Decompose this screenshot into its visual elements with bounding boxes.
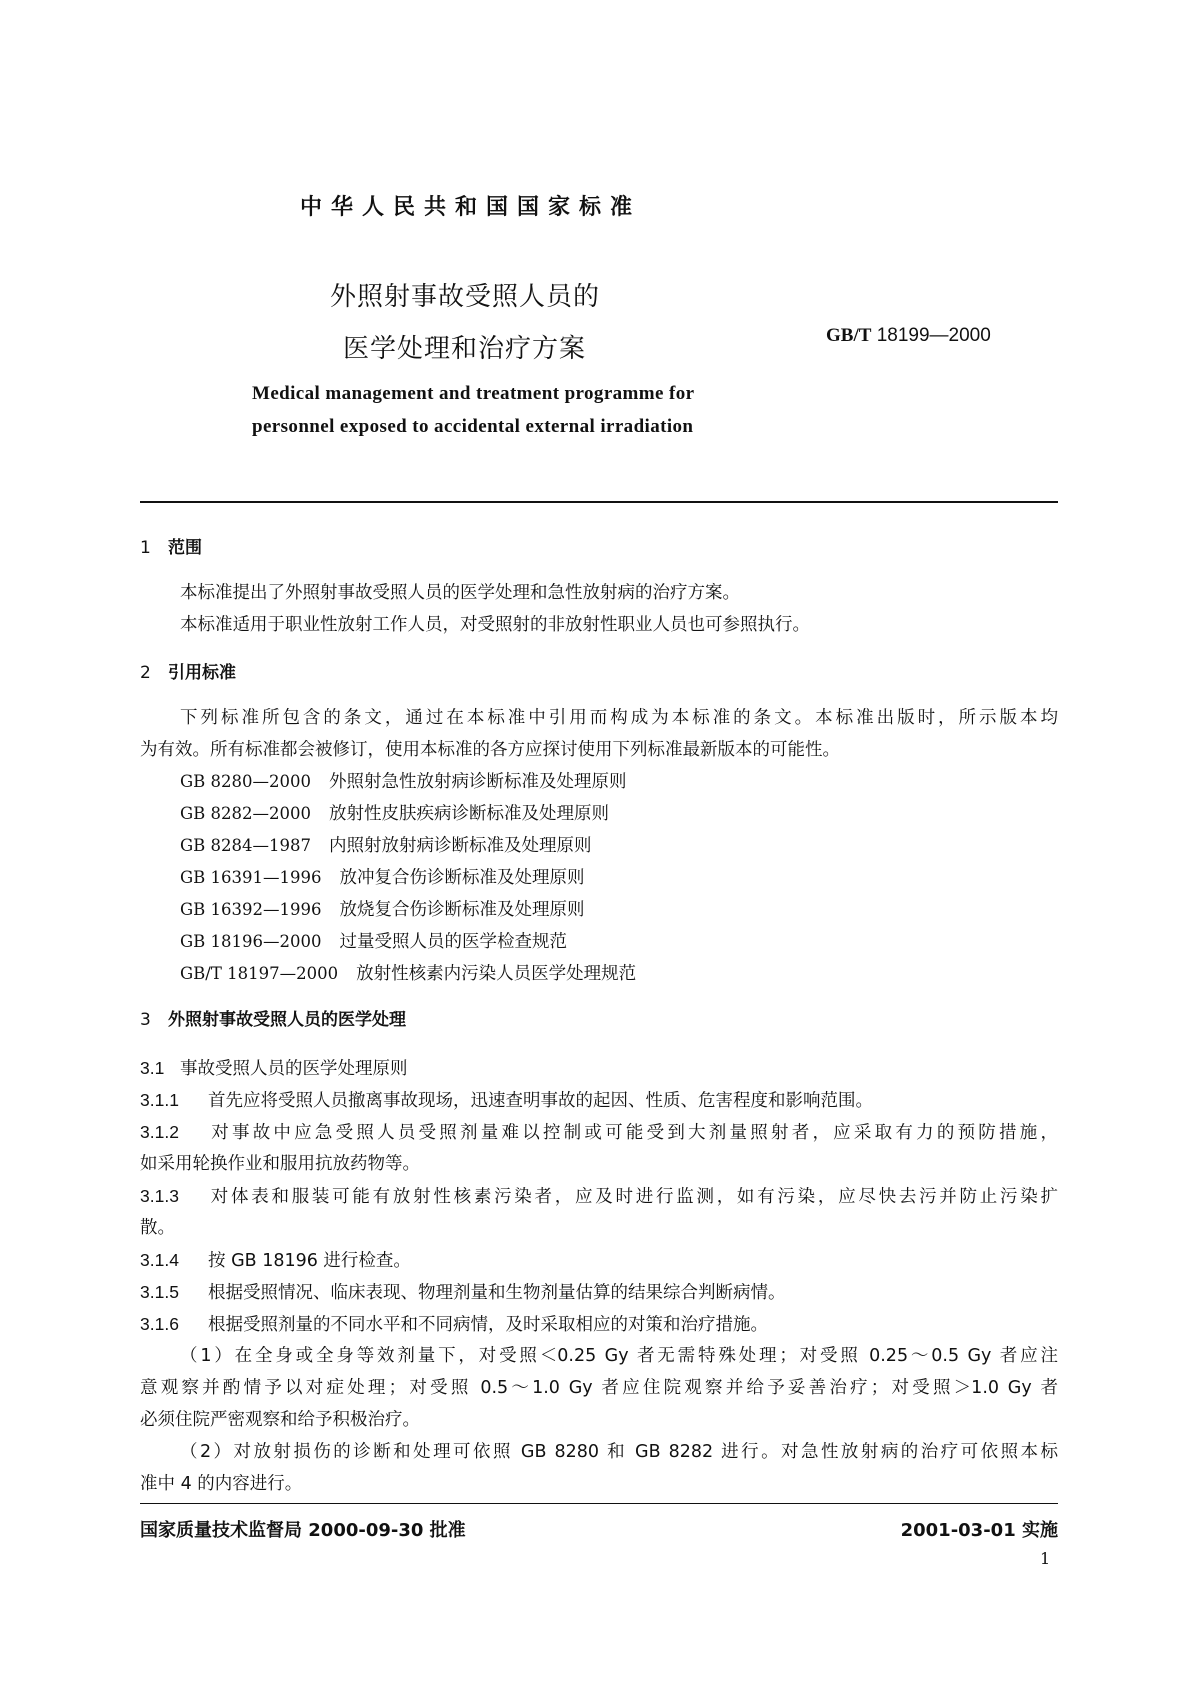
section-number: 3 (140, 1010, 151, 1030)
title-line-2: 医学处理和治疗方案 (343, 334, 587, 364)
reference-code: GB/T 18197—2000 (180, 964, 339, 983)
subsection-title: 事故受照人员的医学处理原则 (180, 1059, 408, 1079)
clause-line (140, 1244, 1058, 1276)
paragraph-line: 本标准提出了外照射事故受照人员的医学处理和急性放射病的治疗方案。 (180, 583, 740, 603)
reference-title: 内照射放射病诊断标准及处理原则 (329, 836, 592, 856)
reference-title: 过量受照人员的医学检查规范 (339, 932, 568, 952)
clause-number: 3.1.6 (140, 1314, 179, 1334)
clause-text: 根据受照情况、临床表现、物理剂量和生物剂量估算的结果综合判断病情。 (208, 1283, 786, 1303)
clause-number: 3.1.1 (140, 1090, 179, 1110)
clause-text: 根据受照剂量的不同水平和不同病情，及时采取相应的对策和治疗措施。 (208, 1315, 768, 1335)
approval-info: 国家质量技术监督局 2000-09-30 批准 (140, 1520, 466, 1541)
reference-item (140, 766, 1058, 798)
section-2-heading (140, 657, 1058, 689)
reference-item (140, 830, 1058, 862)
code-prefix: GB/T (826, 325, 872, 346)
clause-text: 首先应将受照人员撤离事故现场，迅速查明事故的起因、性质、危害程度和影响范围。 (208, 1091, 873, 1111)
section-3-heading (140, 1004, 1058, 1036)
code-number: 18199—2000 (876, 325, 991, 346)
clause-line (140, 1084, 1058, 1116)
reference-code: GB 8284—1987 (180, 836, 312, 855)
clause-text: 如采用轮换作业和服用抗放药物等。 (140, 1154, 420, 1174)
clause-text: 按 GB 18196 进行检查。 (208, 1251, 411, 1271)
clause-line (140, 1148, 1058, 1180)
clause-number: 3.1.2 (140, 1122, 179, 1142)
clause-number: 3.1.5 (140, 1282, 179, 1302)
title-line-1: 外照射事故受照人员的 (330, 282, 601, 312)
english-title-line-2: personnel exposed to accidental external irradiation (252, 416, 694, 437)
clause-line (140, 1276, 1058, 1308)
reference-title: 放烧复合伤诊断标准及处理原则 (339, 900, 585, 920)
reference-item (140, 798, 1058, 830)
paragraph-line: （2）对放射损伤的诊断和处理可依照 GB 8280 和 GB 8282 进行。对急性放射病的治疗可依照本标 (180, 1442, 1058, 1462)
standard-code (826, 325, 991, 347)
country-standard-heading: 中华人民共和国国家标准 (300, 195, 642, 220)
clause-line (140, 1212, 1058, 1244)
reference-code: GB 18196—2000 (180, 932, 322, 951)
section-1-heading (140, 532, 1058, 564)
reference-code: GB 16392—1996 (180, 900, 322, 919)
header-rule (140, 501, 1058, 503)
paragraph-line: 意观察并酌情予以对症处理；对受照 0.5～1.0 Gy 者应住院观察并给予妥善治疗；对受照＞1.0 Gy 者 (140, 1378, 1058, 1398)
paragraph-line: 下列标准所包含的条文，通过在本标准中引用而构成为本标准的条文。本标准出版时，所示版本均 (180, 708, 1058, 728)
reference-code: GB 16391—1996 (180, 868, 322, 887)
effective-date: 2001-03-01 实施 (900, 1520, 1058, 1541)
clause-number: 3.1.3 (140, 1186, 179, 1206)
clause-number: 3.1.4 (140, 1250, 179, 1270)
reference-title: 外照射急性放射病诊断标准及处理原则 (329, 772, 627, 792)
footer-rule (140, 1503, 1058, 1504)
paragraph-line: 本标准适用于职业性放射工作人员，对受照射的非放射性职业人员也可参照执行。 (180, 615, 810, 635)
reference-item (140, 894, 1058, 926)
paragraph-line: 为有效。所有标准都会被修订，使用本标准的各方应探讨使用下列标准最新版本的可能性。 (140, 740, 840, 760)
clause-text: 散。 (140, 1218, 175, 1238)
subsection-3-1-heading (140, 1052, 1058, 1084)
reference-code: GB 8280—2000 (180, 772, 312, 791)
section-title: 范围 (168, 538, 202, 558)
clause-text: 对体表和服装可能有放射性核素污染者，应及时进行监测，如有污染，应尽快去污并防止污染扩 (208, 1187, 1058, 1207)
clause-text: 对事故中应急受照人员受照剂量难以控制或可能受到大剂量照射者，应采取有力的预防措施， (208, 1123, 1058, 1143)
reference-title: 放射性核素内污染人员医学处理规范 (356, 964, 637, 984)
section-number: 2 (140, 663, 151, 683)
clause-line (140, 1116, 1058, 1148)
section-title: 外照射事故受照人员的医学处理 (168, 1010, 406, 1030)
english-title-line-1: Medical management and treatment programme for (252, 383, 695, 404)
reference-code: GB 8282—2000 (180, 804, 312, 823)
reference-item (140, 926, 1058, 958)
reference-item (140, 862, 1058, 894)
clause-line (140, 1180, 1058, 1212)
reference-title: 放射性皮肤疾病诊断标准及处理原则 (329, 804, 610, 824)
clause-line (140, 1308, 1058, 1340)
page-number: 1 (1040, 1549, 1051, 1568)
paragraph-line: 必须住院严密观察和给予积极治疗。 (140, 1410, 420, 1430)
reference-title: 放冲复合伤诊断标准及处理原则 (339, 868, 585, 888)
subsection-number: 3.1 (140, 1058, 165, 1078)
reference-item (140, 958, 1058, 990)
paragraph-line: 准中 4 的内容进行。 (140, 1474, 303, 1494)
paragraph-line: （1）在全身或全身等效剂量下，对受照＜0.25 Gy 者无需特殊处理；对受照 0.25～0.5 Gy 者应注 (180, 1346, 1058, 1366)
document-body (140, 532, 1058, 1500)
section-number: 1 (140, 538, 151, 558)
section-title: 引用标准 (168, 663, 236, 683)
